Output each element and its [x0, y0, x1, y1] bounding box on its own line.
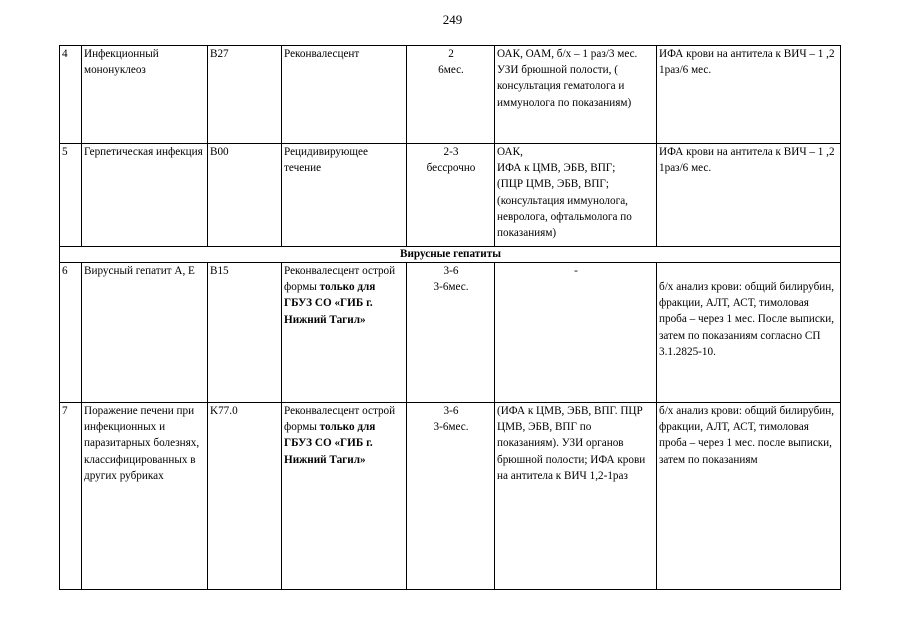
form-text: Реконвалесцент острой формы: [284, 405, 396, 434]
tests-cell: б/х анализ крови: общий билирубин, фракции, АЛТ, АСТ, тимоловая проба – через 1 мес. после выписки, затем по показаниям: [657, 403, 841, 590]
row-number: 4: [60, 46, 82, 144]
exam-cell: [495, 144, 657, 247]
term-cell: [407, 263, 495, 403]
term-frequency: 2-3: [443, 146, 459, 158]
term-cell: [407, 403, 495, 590]
term-frequency: 2: [448, 48, 454, 60]
icd-code-cell: B15: [208, 263, 282, 403]
tests-cell: б/х анализ крови: общий билирубин, фракции, АЛТ, АСТ, тимоловая проба – через 1 мес. После выписки, затем по показаниям согласно СП 3.1.2825-10.: [657, 263, 841, 403]
exam-line: (ПЦР ЦМВ, ЭБВ, ВПГ;: [497, 178, 609, 191]
form-restriction: только для ГБУЗ СО «ГИБ г. Нижний Тагил»: [284, 421, 376, 466]
table-row: [60, 46, 841, 144]
icd-code-cell: K77.0: [208, 403, 282, 590]
table-row: [60, 263, 841, 403]
exam-line: ИФА к ЦМВ, ЭБВ, ВПГ;: [497, 162, 616, 175]
section-title: Вирусные гепатиты: [60, 247, 841, 263]
term-duration: 6мес.: [438, 64, 464, 77]
page-number: 249: [442, 12, 463, 27]
tests-cell: ИФА крови на антитела к ВИЧ – 1 ,2 1раз/6 мес.: [657, 46, 841, 144]
term-duration: бессрочно: [426, 162, 476, 175]
form-cell: [282, 263, 407, 403]
section-header-row: [60, 247, 841, 263]
exam-line: ОАК,: [497, 146, 523, 158]
exam-cell: ОАК, ОАМ, б/х – 1 раз/3 мес. УЗИ брюшной полости, ( консультация гематолога и иммунолога по показаниям): [495, 46, 657, 144]
dispensary-table: [59, 45, 841, 590]
row-number: 7: [60, 403, 82, 590]
disease-cell: Инфекционный мононуклеоз: [82, 46, 208, 144]
disease-cell: Поражение печени при инфекционных и паразитарных болезнях, классифицированных в других рубриках: [82, 403, 208, 590]
exam-line: (консультация иммунолога, невролога, офтальмолога по показаниям): [497, 194, 632, 240]
table-row: [60, 403, 841, 590]
term-duration: 3-6мес.: [433, 421, 469, 434]
form-text: Реконвалесцент острой формы: [284, 265, 396, 294]
tests-cell: ИФА крови на антитела к ВИЧ – 1 ,2 1раз/6 мес.: [657, 144, 841, 247]
term-duration: 3-6мес.: [433, 281, 469, 294]
form-cell: Рецидивирующее течение: [282, 144, 407, 247]
table-row: [60, 144, 841, 247]
disease-cell: Вирусный гепатит А, Е: [82, 263, 208, 403]
term-frequency: 3-6: [443, 405, 459, 417]
term-cell: [407, 144, 495, 247]
exam-cell: -: [495, 263, 657, 403]
row-number: 5: [60, 144, 82, 247]
term-frequency: 3-6: [443, 265, 459, 277]
icd-code-cell: B00: [208, 144, 282, 247]
term-cell: [407, 46, 495, 144]
icd-code-cell: B27: [208, 46, 282, 144]
form-cell: [282, 403, 407, 590]
row-number: 6: [60, 263, 82, 403]
form-cell: Реконвалесцент: [282, 46, 407, 144]
exam-cell: (ИФА к ЦМВ, ЭБВ, ВПГ. ПЦР ЦМВ, ЭБВ, ВПГ по показаниям). УЗИ органов брюшной полости; ИФА крови на антитела к ВИЧ 1,2-1раз: [495, 403, 657, 590]
form-restriction: только для ГБУЗ СО «ГИБ г. Нижний Тагил»: [284, 281, 376, 326]
disease-cell: Герпетическая инфекция: [82, 144, 208, 247]
